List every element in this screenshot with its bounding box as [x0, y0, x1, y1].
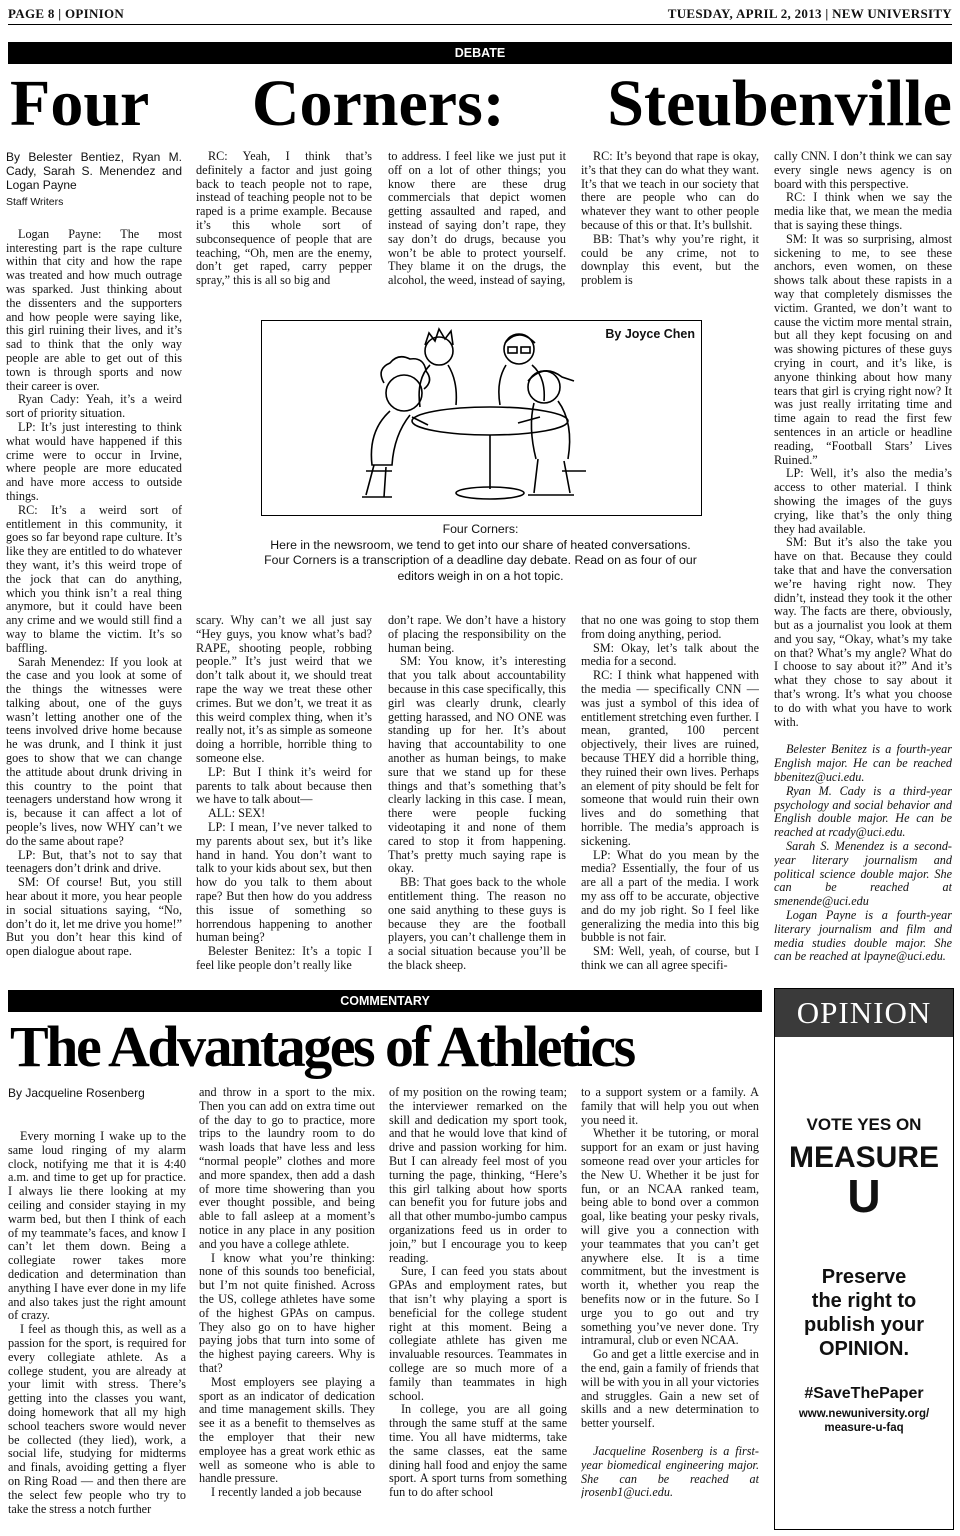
paragraph: of my position on the rowing team; the interviewer remarked on the skill and dedication my sport took, and that he would love that kind of drive and passion working for him. But I can already feel most of you turning the page, thinking, “Here’s this girl talking about how sports can benefit you for future jobs and all that other mumbo-jumbo campus organizations feed us in order to join,” but I encourage you to keep reading. — [389, 1086, 567, 1265]
paragraph: Most employers see playing a sport as an indicator of dedication and time management skills. They see it as a benefit to themselves as the employer that their new employee has a great work ethic as well as someone who is able to handle pressure. — [199, 1374, 375, 1486]
paragraph: to a support system or a family. A family that will help you out when you need it. — [581, 1086, 759, 1127]
paragraph: SM: Of course! But, you still hear about it more, you hear people in social situations saying, “No, don’t do it, let me drive you home!” But you don’t hear this kind of open dialogue about rape. — [6, 875, 182, 959]
paragraph: Belester Benitez: It’s a topic I feel like people don’t really like — [196, 944, 372, 972]
debate-kicker: DEBATE — [8, 42, 952, 64]
paragraph: that no one was going to stop them from doing anything, period. — [581, 614, 759, 641]
paragraph: Sure, I can feed you stats about GPAs and employment rates, but that isn’t why playing a sport is beneficial for the college student right at this moment. Being a collegiate athlete has given me invaluable resources. Teammates in college are so much more of a family than teammates in high school. — [389, 1264, 567, 1403]
paragraph: Sarah Menendez: If you look at the case and you look at some of the things the witnesses were talking about, one of the guys wasn’t letting another one of the teens involved drive home because he was drunk, and I think it just goes to show that we can change the attitude about drunk driving in this country to the point that teenagers understand how wrong it is, because it can affect a lot of people’s lives, now WHY can’t we do the same about rape? — [6, 654, 182, 848]
debate-column-5 — [774, 150, 952, 980]
paragraph: cally CNN. I don’t think we can say every single news agency is on board with this perspective. — [774, 150, 952, 191]
folio-rule — [8, 24, 952, 25]
paragraph: to address. I feel like we just put it off on a lot of other things; you know there are these drug commercials that depict women getting assaulted and raped, and instead of saying don’t rape, they say don’t do drugs, because you won’t be able to protect yourself. They blame it on the drugs, the alcohol, the weed, instead of saying, — [388, 150, 566, 288]
debate-column-2-top — [196, 150, 372, 306]
paragraph: ALL: SEX! — [208, 806, 266, 821]
debate-column-2-bottom — [196, 614, 372, 980]
ad-preserve-text — [775, 1265, 953, 1361]
commentary-column-2 — [199, 1086, 375, 1532]
debate-column-4-bottom — [581, 614, 759, 980]
paragraph: Ryan Cady: Yeah, it’s a weird sort of priority situation. — [6, 392, 182, 421]
paragraph: SM: It was so surprising, almost sickening to me, to see these anchors, even women, on these shows talk about these rapists in a way that completely dismisses the victim. Granted, we don’t want to cause the victim more mental strain, but all they kept focusing on and was showing pictures of these guys crying in court, and it’s like, is anyone thinking about how many tears that girl is crying right now? It was just really irritating time and time again to read the first few sentences in an article or headline reading, “Football Stars’ Lives Ruined.” — [774, 231, 952, 467]
ad-url — [775, 1407, 953, 1435]
ad-preserve-line: Preserve — [821, 1266, 907, 1288]
debate-byline: By Belester Bentiez, Ryan M. Cady, Sarah S. Menendez and Logan Payne — [6, 150, 182, 192]
paragraph: Go and get a little exercise and in the end, gain a family of friends that will be with you in all your victories and struggles. Gain a new set of skills and a new determination to better yourself. — [581, 1347, 759, 1431]
paragraph: I know what you’re thinking: none of this sounds too beneficial, but I’m not quite finished. Across the US, college athletes have some of the highest GPAs on campus. They also go on to have higher paying jobs that turn into some of the highest paying careers. Why is that? — [199, 1250, 375, 1375]
paragraph: LP: But, that’s not to say that teenagers don’t drink and drive. — [6, 847, 182, 876]
commentary-headline: The Advantages of Athletics — [10, 1014, 634, 1079]
paragraph: LP: Well, it’s also the media’s access to other material. I think showing the images of the guys crying, like that’s the only thing they had available. — [774, 466, 952, 536]
debate-headline — [10, 68, 952, 140]
commentary-byline: By Jacqueline Rosenberg — [8, 1086, 145, 1100]
paragraph: LP: It’s just interesting to think what would have happened if this crime were to occur in Irvine, where people are more educated and have more access to outside things. — [6, 419, 182, 503]
debate-column-3-bottom — [388, 614, 566, 980]
ad-url-line: www.newuniversity.org/ — [798, 1408, 930, 1420]
ad-opinion-label: OPINION — [796, 995, 932, 1030]
author-bio: Ryan M. Cady is a third-year psychology and social behavior and English double major. He can be reached at rcady@uci.edu. — [774, 783, 952, 840]
ad-hashtag: #SaveThePaper — [804, 1385, 924, 1402]
author-bio: Logan Payne is a fourth-year literary journalism and film and media studies double major. She can be reached at lpayne@uci.edu. — [774, 908, 952, 964]
paragraph: RC: Yeah, I think that’s definitely a factor and just going back to teach people not to rape, instead of teaching people not to be raped is a prime example. Because it’s this whole sort of subconsequence of people that are teaching, “Oh, men are the enemy, don’t get raped, carry pepper spray,” this is all so big and — [196, 150, 372, 288]
paragraph: and throw in a sport to the mix. Then you can add on extra time out of the day to go to practice, more trips to the laundry room to do wash loads that have less and less “normal people” clothes and more and more spandex, then add a dash of more time showering than you ever thought possible, and being able to fall asleep at a moment’s notice in any place in any position and you have a college athlete. — [199, 1086, 375, 1251]
paragraph: don’t rape. We don’t have a history of placing the responsibility on the human being. — [388, 614, 566, 655]
ad-preserve-line: the right to — [811, 1290, 917, 1312]
headline-word-3: Steubenville — [607, 67, 952, 140]
ad-url-line: measure-u-faq — [824, 1422, 904, 1434]
author-bio: Sarah S. Menendez is a second-year literary journalism and political science double major. She can be reached at smenende@uci.edu — [774, 839, 952, 909]
ad-measure-text: MEASURE — [788, 1141, 939, 1174]
ad-preserve-line: OPINION. — [818, 1338, 909, 1360]
paragraph: In college, you are all going through the same stuff at the same time. You all have midterms, take the same classes, eat the same dining hall food and enjoy the same sport. A sport turns from something fun to do after school — [389, 1402, 567, 1500]
paragraph: RC: It’s a weird sort of entitlement in this community, it goes so far beyond rape culture. It’s like they are entitled to do whatever they want, it’s this weird trope of the jock that can do anything, which you think isn’t a real thing anymore, but it could have been any crime and we would still find a way to blame the victim. It’s so baffling. — [6, 502, 182, 655]
paragraph: scary. Why can’t we all just say “Hey guys, you know what’s bad? RAPE, shooting people, robbing people.” It’s just weird that we don’t talk about it, we should treat rape the way we treat these other crimes. But we don’t, we treat it as this weird complex thing, when it’s really not, it’s as simple as someone doing a horrible, horrible thing to someone else. — [196, 614, 372, 765]
ad-preserve-line: publish your — [804, 1314, 924, 1336]
paragraph: RC: I think what happened with the media — specifically CNN — was just a symbol of this idea of entitlement stretching even further. I mean, granted, 100 percent objectively, their lives are ruined, because THEY did a horrible thing, they ruined their own lives. Perhaps an element of pity should be felt for someone that would ruin their own lives and do something that horrible. The media’s approach is sickening. — [581, 668, 759, 848]
paragraph: SM: Okay, let’s talk about the media for a second. — [581, 640, 759, 669]
paragraph: LP: What do you mean by the media? Essentially, the four of us are all a part of the media. I work my ass off to be accurate, objective and do my job right. So I feel like generalizing the media into this big bubble is not fair. — [581, 847, 759, 945]
debate-caption — [261, 522, 700, 584]
issue-date: TUESDAY, APRIL 2, 2013 | NEW UNIVERSITY — [667, 6, 952, 21]
illustration-credit: By Joyce Chen — [605, 327, 695, 341]
debate-illustration — [261, 320, 702, 516]
four-people-at-table-drawing — [262, 321, 701, 515]
paragraph: I feel as though this, as well as a passion for the sport, is required for every collegiate athlete. As a college student, you are already at your limit with stress. There’s getting into the classes you want, doing homework that all my high school teachers swore would never be collected (they lied), work, a social life, studying for midterms and finals, avoiding getting a flyer on Ring Road — and then there are the select few people who try to take the stress a notch further — [8, 1322, 186, 1516]
commentary-column-4 — [581, 1086, 759, 1532]
debate-staff-label: Staff Writers — [6, 196, 64, 208]
commentary-column-1 — [8, 1086, 186, 1532]
author-bio: Jacqueline Rosenberg is a first-year biomedical engineering major. She can be reached at jrosenb1@uci.edu. — [581, 1443, 759, 1500]
debate-column-3-top — [388, 150, 566, 306]
paragraph: I recently landed a job because — [211, 1485, 362, 1500]
headline-word-2: Corners: — [251, 67, 505, 140]
paragraph: SM: Well, yeah, of course, but I think we can all agree specifi- — [581, 944, 759, 972]
paragraph: Every morning I wake up to the same loud ringing of my alarm clock, notifying me that it is 4:40 a.m. and time to get up for practice. I always lie there looking at my ceiling and consider staying in my warm bed, but then I think of each of my teammate’s faces, and know I can’t let them down. Being a collegiate rower takes more dedication and determination than anything I have ever done in my life and also takes just the right amount of crazy. — [8, 1129, 186, 1323]
paragraph: BB: That’s why you’re right, it could be any crime, not to downplay this event, but the problem is — [581, 231, 759, 288]
paragraph: SM: But it’s also the take you have on that. Because they could take that and have the conversation we’re having right now. They didn’t, instead they took it the other way. The facts are there, obviously, but as a journalist you look at them and you say, “Okay, what’s my take on that? What’s my angle? What do I choose to say about it?” And it’s what they chose to say about it that’s wrong. It’s what you choose to do with what you have to work with. — [774, 535, 952, 729]
headline-word-1: Four — [10, 67, 150, 140]
measure-u-ad — [774, 988, 954, 1530]
debate-column-4-top — [581, 150, 759, 306]
commentary-column-3 — [389, 1086, 567, 1532]
page-folio: PAGE 8 | OPINION — [8, 6, 125, 21]
caption-title: Four Corners: — [442, 522, 519, 536]
paragraph: RC: It’s beyond that rape is okay, it’s that they can do what they want. It’s that we teach in our society that there are people who can do whatever they want to other people because of this or that. It’s bullshit. — [581, 150, 759, 232]
paragraph: LP: I mean, I’ve never talked to my parents about sex, but it’s like hand in hand. You don’t want to talk to your kids about sex, but then how do you talk to them about rape? But then how do you address this issue of something so horrendous happening to another human being? — [196, 819, 372, 945]
paragraph: Whether it be tutoring, or moral support for an exam or just having someone read over your articles for the New U. Whether it be just for fun, or an NCAA ranked team, being able to bond over a common goal, like beating your pesky rivals, will give you a connection with your teammates that you can’t get anywhere else. It is a time commitment, but the investment is worth it, whether you reap the benefits now or in the future. So I urge you to go out and try something you’ve never done. Try intramural, club or even NCAA. — [581, 1126, 759, 1348]
paragraph: SM: You know, it’s interesting that you talk about accountability because in this case specifically, this girl was clearly drunk, clearly getting harassed, and NO ONE was standing up for her. It’s about having that accountability to one another as human beings, to make sure that we stand up for these things and that’s something that’s clearly lacking in this case. I mean, there were people fucking videotaping it and none of them cared to stop it from happening. That’s pretty much saying rape is okay. — [388, 654, 566, 876]
ad-header-bar — [775, 989, 953, 1037]
author-bio: Belester Benitez is a fourth-year English major. He can be reached bbenitez@uci.edu. — [774, 742, 952, 785]
caption-text: Here in the newsroom, we tend to get into our share of heated conversations. Four Corners is a transcription of a deadline day debate. Read on as four of our editors weigh in on a hot topic. — [264, 537, 697, 583]
debate-column-1 — [6, 150, 182, 980]
paragraph: Logan Payne: The most interesting part is the rape culture within that city and how the rape was treated and how much outrage was sparked. Just thinking about the dissenters and the supporters and how people were saying like, this girl ruining their lives, and it’s sad to think that the only way people are able to get out of this town is through sports and now their career is over. — [6, 226, 182, 393]
ad-vote-text: VOTE YES ON — [806, 1115, 922, 1134]
commentary-kicker: COMMENTARY — [8, 990, 762, 1012]
ad-measure-letter: U — [847, 1170, 881, 1222]
paragraph: LP: But I think it’s weird for parents to talk about because then we have to talk about— — [196, 764, 372, 807]
paragraph: RC: I think when we say the media like that, we mean the media that is saying these things. — [774, 190, 952, 232]
paragraph: BB: That goes back to the whole entitlement thing. The reason no one said anything to these guys is because they are the football players, you can’t challenge them in a social situation because you’ll be the black sheep. — [388, 875, 566, 972]
